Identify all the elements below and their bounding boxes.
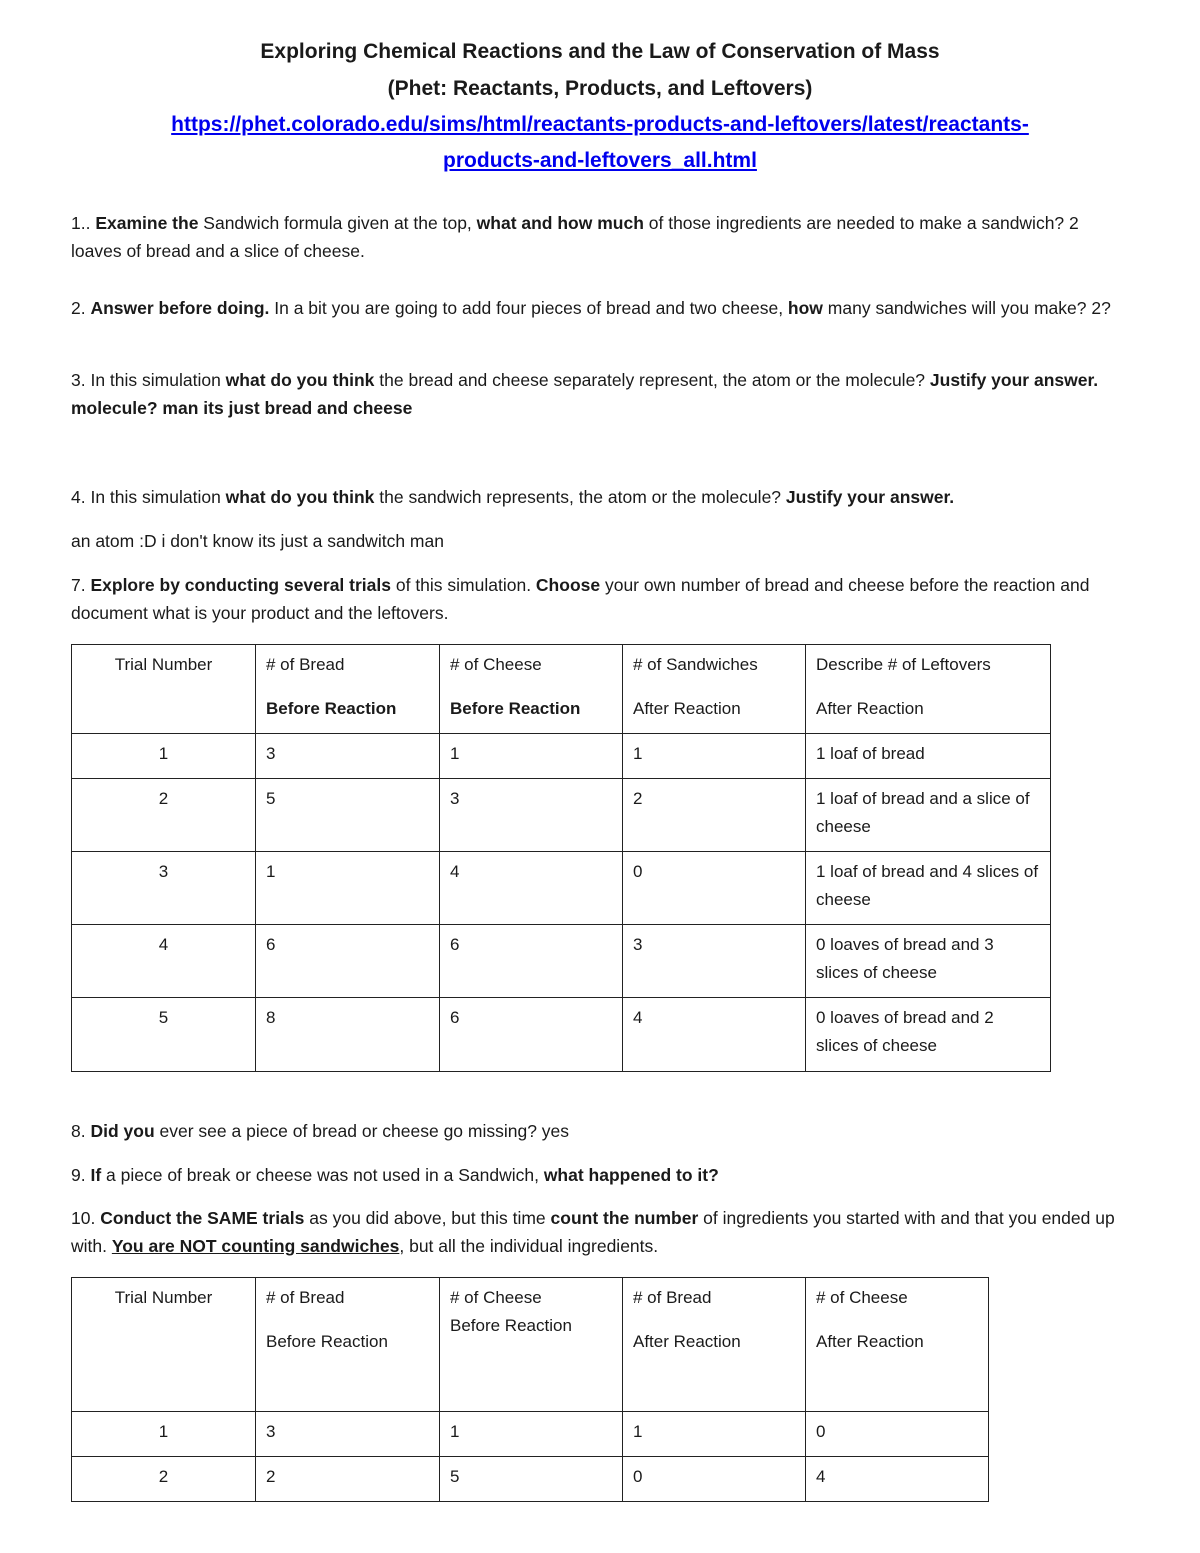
table-row: 5 8 6 4 0 loaves of bread and 2 slices of cheese [72, 998, 1051, 1072]
header-bread-before: # of Bread Before Reaction [256, 1278, 440, 1412]
table-row: 2 2 5 0 4 [72, 1457, 989, 1502]
header-trial-number: Trial Number [72, 1278, 256, 1412]
sim-link-line1[interactable]: https://phet.colorado.edu/sims/html/reactants-products-and-leftovers/latest/reactants- [171, 113, 1029, 136]
header-leftovers-after: Describe # of Leftovers After Reaction [806, 645, 1051, 734]
question-2: 2. Answer before doing. In a bit you are going to add four pieces of bread and two cheese, how many sandwiches will you make? 2? [71, 298, 1111, 318]
question-4-answer: an atom :D i don't know its just a sandwitch man [71, 531, 444, 551]
question-7: 7. Explore by conducting several trials of this simulation. Choose your own number of bread and cheese before the reaction and document what is your product and the leftovers. [71, 575, 1090, 623]
page-subtitle: (Phet: Reactants, Products, and Leftovers) [387, 77, 813, 100]
question-4: 4. In this simulation what do you think the sandwich represents, the atom or the molecule? Justify your answer. [71, 487, 955, 507]
question-9: 9. If a piece of break or cheese was not used in a Sandwich, what happened to it? [71, 1165, 719, 1185]
trials-table [71, 644, 1051, 1072]
table-row: 2 5 3 2 1 loaf of bread and a slice of cheese [72, 779, 1051, 852]
table-row: 1 3 1 1 0 [72, 1412, 989, 1457]
question-8: 8. Did you ever see a piece of bread or cheese go missing? yes [71, 1121, 570, 1141]
table-header-row [72, 645, 1051, 734]
header-bread-before: # of Bread Before Reaction [256, 645, 440, 734]
question-3: 3. In this simulation what do you think the bread and cheese separately represent, the atom or the molecule? Justify your answer. molecule? man its just bread and cheese [71, 370, 1099, 418]
header-sandwiches-after: # of Sandwiches After Reaction [623, 645, 806, 734]
header-cheese-before: # of Cheese Before Reaction [440, 645, 623, 734]
table-row: 1 3 1 1 1 loaf of bread [72, 734, 1051, 779]
question-10: 10. Conduct the SAME trials as you did above, but this time count the number of ingredients you started with and that you ended up with. You are NOT counting sandwiches, but all the individual ingredients. [71, 1208, 1115, 1256]
table-row: 4 6 6 3 0 loaves of bread and 3 slices of cheese [72, 925, 1051, 998]
table-row: 3 1 4 0 1 loaf of bread and 4 slices of cheese [72, 852, 1051, 925]
header-bread-after: # of Bread After Reaction [623, 1278, 806, 1412]
question-1: 1.. Examine the Sandwich formula given at the top, what and how much of those ingredients are needed to make a sandwich? 2 loaves of bread and a slice of cheese. [71, 213, 1079, 261]
header-cheese-after: # of Cheese After Reaction [806, 1278, 989, 1412]
header-cheese-before: # of Cheese Before Reaction [440, 1278, 623, 1412]
header-trial-number: Trial Number [72, 645, 256, 734]
page-title: Exploring Chemical Reactions and the Law of Conservation of Mass [260, 40, 940, 63]
sim-link-line2[interactable]: products-and-leftovers_all.html [443, 149, 757, 172]
ingredients-table [71, 1277, 989, 1502]
table-header-row [72, 1278, 989, 1412]
